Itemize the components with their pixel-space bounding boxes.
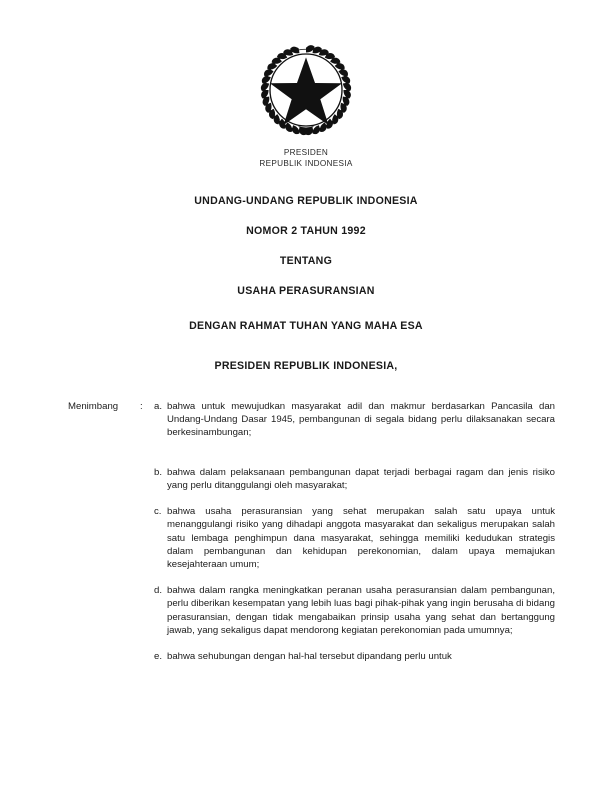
considerations-colon: : (140, 401, 143, 412)
consideration-item (154, 650, 555, 663)
authority-block (0, 360, 612, 373)
consideration-text: bahwa dalam rangka meningkatkan peranan usaha perasuransian dalam pembangunan, perlu diberikan kesempatan yang lebih luas bagi pihak-pihak yang ingin berusaha di bidang perasuransian, dengan tidak mengabaikan prinsip usaha yang sehat dan bertanggung jawab, yang sekaligus dapat mendorong kegiatan perekonomian pada umumnya; (167, 585, 555, 636)
consideration-item (154, 466, 555, 492)
considerations-label: Menimbang (68, 401, 119, 412)
blessing-text: DENGAN RAHMAT TUHAN YANG MAHA ESA (189, 320, 423, 332)
document-about-label: TENTANG (279, 255, 333, 267)
page-title: UNDANG-UNDANG REPUBLIK INDONESIA (194, 195, 418, 207)
consideration-item (154, 400, 555, 453)
emblem-caption-line-2: REPUBLIK INDONESIA (259, 159, 353, 168)
considerations-section (0, 400, 612, 663)
document-title-block (0, 195, 612, 298)
consideration-marker: a. (154, 401, 163, 412)
document-subject: USAHA PERASURANSIAN (237, 285, 375, 297)
consideration-text: bahwa dalam pelaksanaan pembangunan dapat terjadi berbagai ragam dan jenis risiko yang perlu ditanggulangi oleh masyarakat; (167, 466, 555, 492)
indonesia-presidential-star-wreath-emblem-icon (258, 42, 354, 138)
consideration-marker: e. (154, 651, 163, 663)
considerations-row (68, 400, 555, 663)
emblem-block (0, 0, 612, 169)
consideration-text: bahwa sehubungan dengan hal-hal tersebut dipandang perlu untuk (167, 651, 452, 663)
consideration-marker: d. (154, 585, 163, 597)
emblem-caption-line-1: PRESIDEN (283, 148, 329, 157)
consideration-marker: c. (154, 506, 162, 518)
authority-text: PRESIDEN REPUBLIK INDONESIA, (214, 360, 398, 372)
blessing-block (0, 320, 612, 333)
consideration-item (154, 505, 555, 571)
consideration-text: bahwa untuk mewujudkan masyarakat adil dan makmur berdasarkan Pancasila dan Undang-Undang Dasar 1945, pembangunan di segala bidang perlu dilaksanakan secara berkesinambungan; (167, 401, 555, 439)
emblem-caption (0, 147, 612, 169)
document-number: NOMOR 2 TAHUN 1992 (246, 225, 366, 237)
consideration-marker: b. (154, 466, 163, 478)
consideration-item (154, 584, 555, 637)
consideration-text: bahwa usaha perasuransian yang sehat merupakan salah satu upaya untuk menanggulangi risiko yang dihadapi anggota masyarakat dan sekaligus merupakan salah satu lembaga penghimpun dana masyarakat, sehingga memiliki kedudukan strategis dalam pembangunan dan kehidupan perekonomian, dalam upaya memajukan kesejahteraan umum; (167, 506, 555, 571)
considerations-list (154, 400, 555, 663)
